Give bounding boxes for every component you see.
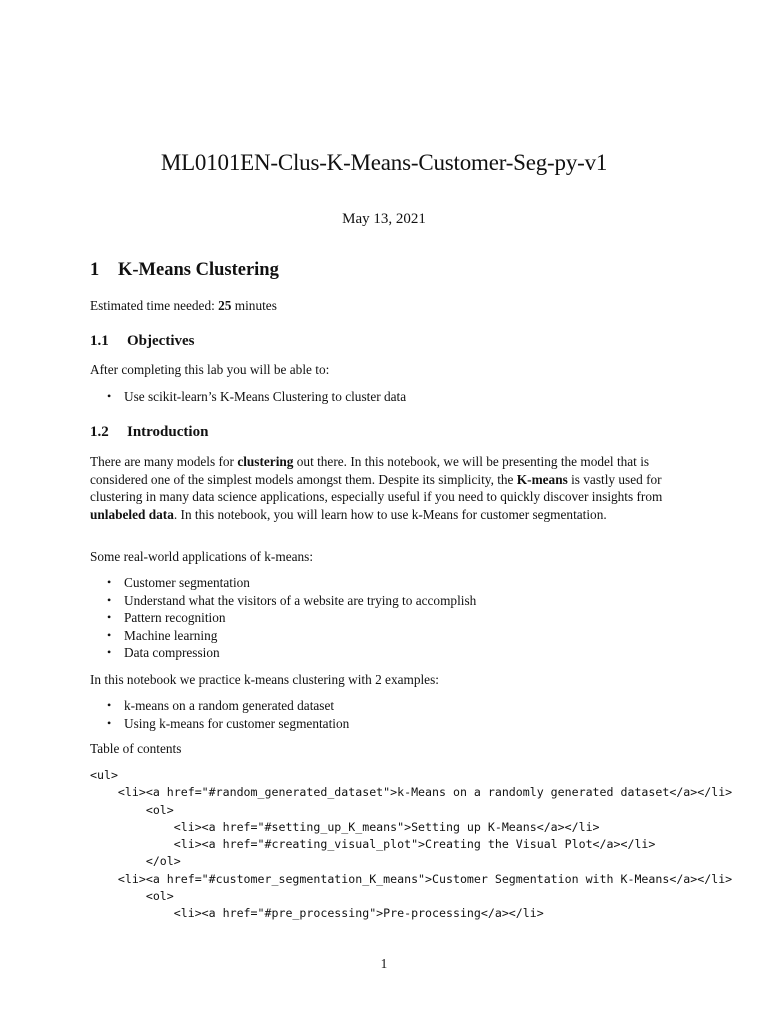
- section-title: K-Means Clustering: [118, 260, 279, 280]
- list-item: • Understand what the visitors of a website are trying to accomplish: [90, 592, 476, 610]
- subsection-title: Objectives: [127, 333, 195, 349]
- code-line: <li><a href="#customer_segmentation_K_means">Customer Segmentation with K-Means</a></li>: [90, 871, 733, 886]
- bold-term-kmeans: K-means: [516, 471, 568, 487]
- section-number: 1: [90, 260, 100, 280]
- code-line: <ul>: [90, 768, 118, 782]
- examples-list: [90, 697, 349, 732]
- subsection-heading-objectives: [90, 333, 194, 350]
- code-line: <li><a href="#random_generated_dataset">k-Means on a randomly generated dataset</a></li>: [90, 785, 733, 800]
- section-heading-kmeans: [90, 260, 279, 281]
- code-line: <ol>: [90, 889, 174, 904]
- list-item: • Machine learning: [90, 627, 476, 645]
- list-item: • k-means on a random generated dataset: [90, 697, 349, 715]
- paragraph-text: There are many models for: [90, 454, 238, 469]
- paragraph-text: . In this notebook, you will learn how to use k-Means for customer segmentation.: [173, 506, 607, 522]
- document-date: May 13, 2021: [342, 211, 426, 227]
- bold-term-unlabeled-data: unlabeled data: [90, 506, 174, 522]
- code-line: </ol>: [90, 854, 181, 869]
- paragraph-text: out there. In this notebook, we will be presenting the model that is considered one of the simplest models amongst them. Despite its simplicity, the: [90, 454, 650, 487]
- paragraph-text: is vastly used for clustering in many data science applications, especially useful if you need to quickly discover insights from: [90, 471, 663, 504]
- list-item: • Customer segmentation: [90, 574, 476, 592]
- toc-code-block: [90, 767, 760, 923]
- page-number: 1: [380, 956, 388, 971]
- bold-term-clustering: clustering: [237, 454, 294, 469]
- objectives-list: [90, 388, 406, 406]
- list-item: • Use scikit-learn’s K-Means Clustering to cluster data: [90, 388, 406, 406]
- subsection-title: Introduction: [127, 424, 209, 440]
- list-item: • Pattern recognition: [90, 609, 476, 627]
- code-line: <li><a href="#setting_up_K_means">Setting up K-Means</a></li>: [90, 819, 600, 834]
- objectives-intro: After completing this lab you will be able to:: [90, 362, 330, 377]
- subsection-number: 1.2: [90, 424, 109, 440]
- document-title: ML0101EN-Clus-K-Means-Customer-Seg-py-v1: [160, 150, 608, 175]
- code-line: <li><a href="#creating_visual_plot">Creating the Visual Plot</a></li>: [90, 837, 656, 852]
- examples-intro: In this notebook we practice k-means clustering with 2 examples:: [90, 672, 439, 687]
- applications-list: [90, 574, 476, 662]
- subsection-heading-introduction: [90, 424, 208, 441]
- time-value: 25: [218, 298, 232, 313]
- list-item: • Data compression: [90, 644, 476, 662]
- subsection-number: 1.1: [90, 333, 109, 349]
- time-prefix: Estimated time needed:: [90, 298, 219, 313]
- applications-intro: Some real-world applications of k-means:: [90, 549, 314, 564]
- toc-label: Table of contents: [90, 741, 182, 756]
- time-suffix: minutes: [231, 298, 277, 313]
- code-line: <li><a href="#pre_processing">Pre-processing</a></li>: [90, 906, 544, 921]
- estimated-time: [90, 297, 680, 315]
- code-line: <ol>: [90, 802, 174, 817]
- introduction-paragraph: [90, 453, 680, 523]
- list-item: • Using k-means for customer segmentation: [90, 715, 349, 733]
